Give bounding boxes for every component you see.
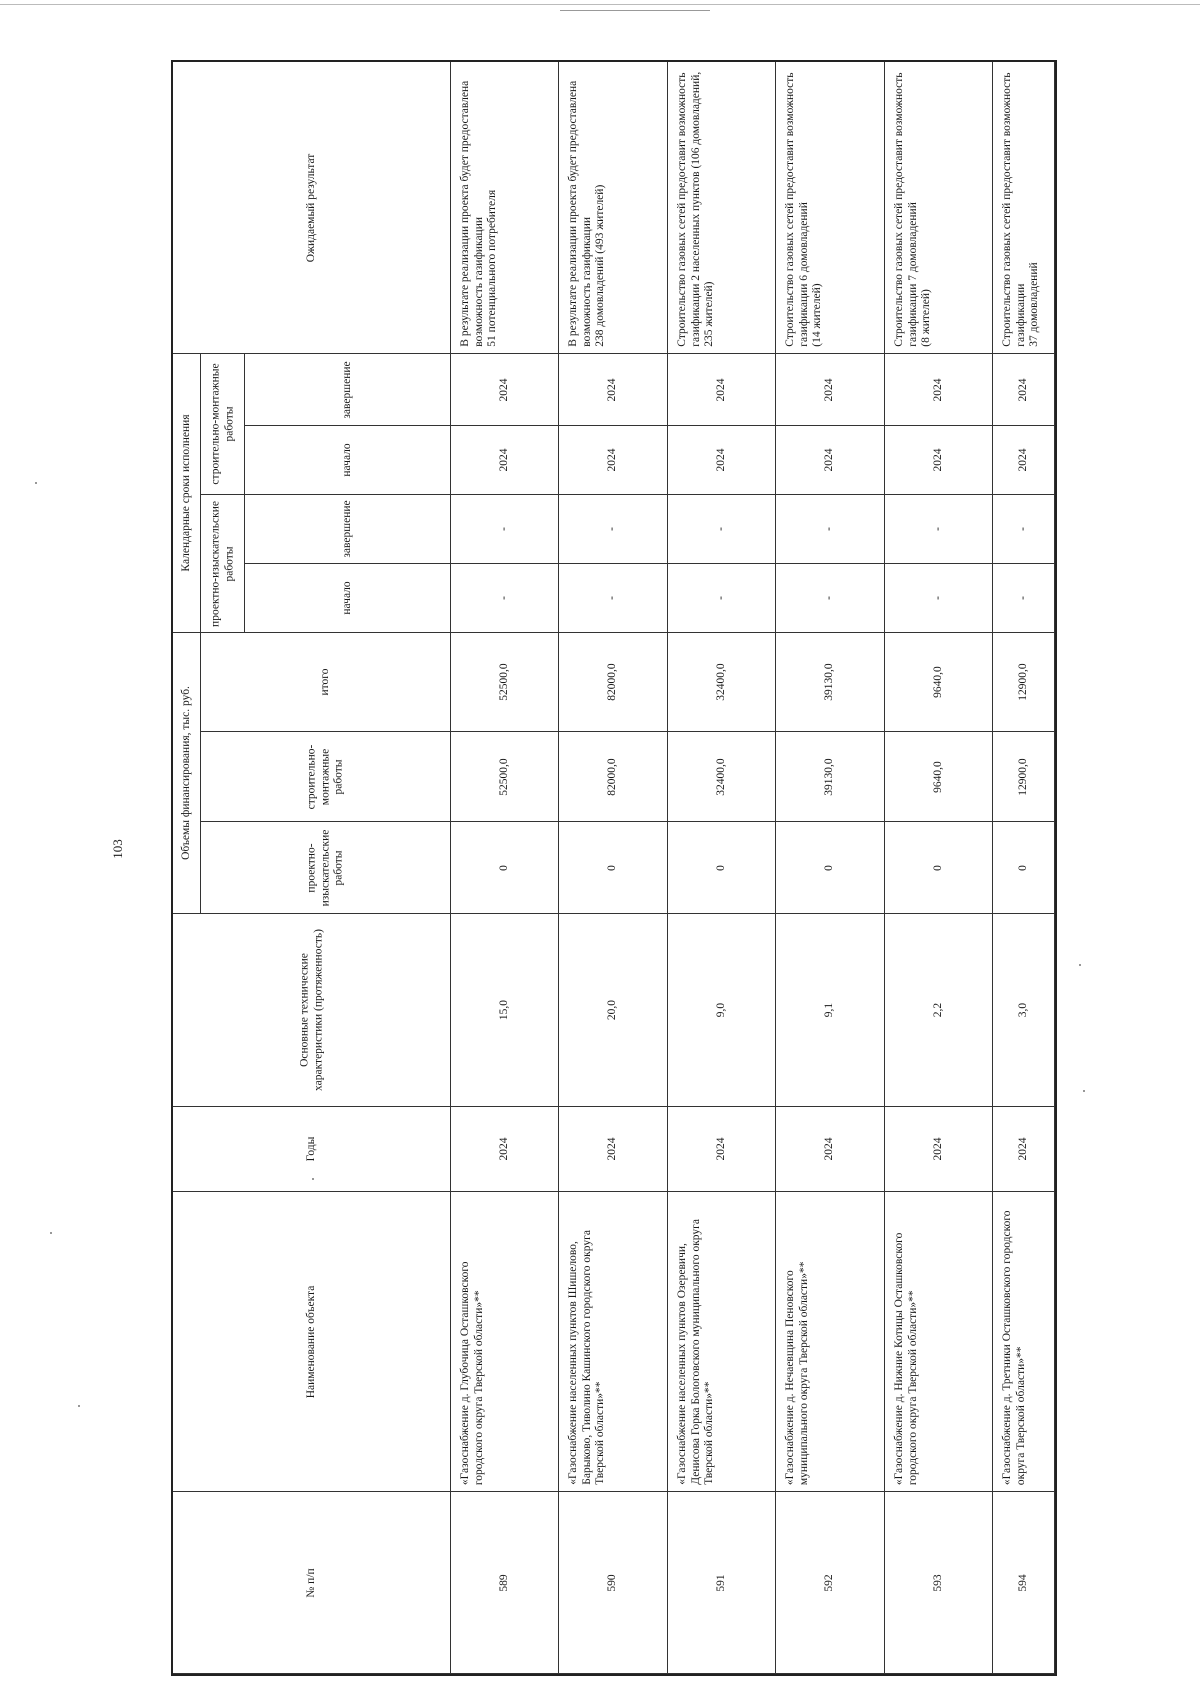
row-fin-construction (451, 732, 559, 822)
scan-dust (50, 1232, 52, 1234)
row-fin-design-text: 0 (823, 864, 836, 871)
row-total (668, 633, 776, 732)
row-design-start (993, 564, 1055, 633)
row-num (559, 1492, 668, 1674)
header-construction-works-label: строительно-монтажные работы (208, 363, 235, 485)
scan-dust (78, 1405, 80, 1407)
row-design-end-text: - (823, 527, 836, 531)
row-total (776, 633, 885, 732)
row-name (668, 1192, 776, 1492)
header-design-end (245, 495, 451, 564)
scan-dust (1079, 964, 1081, 966)
row-design-end (776, 495, 885, 564)
row-result (451, 62, 559, 354)
row-constr-end-text: 2024 (606, 378, 619, 401)
row-name (993, 1192, 1055, 1492)
row-num-text: 589 (497, 1573, 510, 1592)
row-num (776, 1492, 885, 1674)
row-constr-end-text: 2024 (1016, 378, 1029, 401)
header-constr-start-label: начало (340, 443, 353, 477)
row-spec-text: 9,1 (823, 1002, 836, 1018)
row-fin-construction-text: 52500,0 (497, 757, 510, 796)
row-constr-start (885, 426, 993, 495)
row-spec-text: 9,0 (714, 1002, 727, 1018)
row-constr-start (776, 426, 885, 495)
row-constr-end-text: 2024 (714, 378, 727, 401)
row-num (451, 1492, 559, 1674)
header-fin-design (201, 822, 451, 914)
row-year (451, 1107, 559, 1192)
header-construction-works (201, 354, 245, 495)
header-constr-end (245, 354, 451, 426)
row-spec-text: 3,0 (1016, 1002, 1029, 1018)
data-table (171, 60, 1057, 1676)
header-name (173, 1192, 451, 1492)
scan-dust (1083, 1090, 1085, 1092)
row-constr-start-text: 2024 (931, 448, 944, 472)
row-total-text: 12900,0 (1016, 663, 1029, 701)
header-deadlines (173, 354, 201, 633)
header-fin-total-label: итого (318, 668, 331, 696)
row-design-start-text: - (931, 596, 944, 600)
row-total (885, 633, 993, 732)
row-num-text: 592 (823, 1573, 836, 1592)
row-result-text: Строительство газовых сетей предоставит возможность газификации 37 домовладений (1001, 72, 1041, 347)
header-design-works (201, 495, 245, 633)
row-year (885, 1107, 993, 1192)
row-num-text: 591 (714, 1573, 727, 1592)
header-num (173, 1492, 451, 1674)
row-constr-end-text: 2024 (497, 378, 510, 401)
row-year-text: 2024 (497, 1137, 510, 1161)
row-spec (451, 914, 559, 1107)
header-design-end-label: завершение (340, 500, 353, 558)
row-fin-construction-text: 82000,0 (606, 757, 619, 796)
header-fin-design-label: проектно-изыскательские работы (305, 829, 345, 906)
row-fin-design (776, 822, 885, 914)
row-year-text: 2024 (714, 1137, 727, 1161)
row-num (885, 1492, 993, 1674)
header-result (173, 62, 451, 354)
row-design-start (776, 564, 885, 633)
row-fin-construction (559, 732, 668, 822)
row-total-text: 52500,0 (497, 663, 510, 701)
row-spec-text: 2,2 (931, 1002, 944, 1018)
header-fin-construction-label: строительно-монтажные работы (305, 744, 345, 809)
row-spec-text: 15,0 (497, 999, 510, 1021)
row-num-text: 590 (606, 1573, 619, 1592)
row-year-text: 2024 (931, 1137, 944, 1161)
row-name-text: «Газоснабжение д. Третники Осташковского городского округа Тверской области»** (1001, 1210, 1027, 1485)
header-financing-label: Объемы финансирования, тыс. руб. (179, 686, 192, 860)
row-num-text: 593 (931, 1573, 944, 1592)
row-total-text: 39130,0 (823, 663, 836, 701)
row-constr-start-text: 2024 (1016, 448, 1029, 472)
row-total (559, 633, 668, 732)
row-name (885, 1192, 993, 1492)
row-design-end-text: - (497, 527, 510, 531)
row-design-start (668, 564, 776, 633)
row-total-text: 32400,0 (714, 663, 727, 701)
header-fin-total (201, 633, 451, 732)
header-design-start-label: начало (340, 581, 353, 615)
row-design-end (993, 495, 1055, 564)
row-fin-construction-text: 12900,0 (1016, 757, 1029, 796)
row-num (668, 1492, 776, 1674)
row-year-text: 2024 (823, 1137, 836, 1161)
row-constr-end (559, 354, 668, 426)
row-constr-start (668, 426, 776, 495)
row-design-start (451, 564, 559, 633)
row-design-end-text: - (714, 527, 727, 531)
row-constr-end (885, 354, 993, 426)
row-spec (559, 914, 668, 1107)
row-fin-design-text: 0 (1016, 864, 1029, 871)
row-year-text: 2024 (1016, 1137, 1029, 1161)
row-name (559, 1192, 668, 1492)
row-constr-start (451, 426, 559, 495)
row-constr-start (559, 426, 668, 495)
row-constr-end-text: 2024 (823, 378, 836, 401)
header-design-start (245, 564, 451, 633)
row-constr-start-text: 2024 (497, 448, 510, 472)
row-design-end-text: - (606, 527, 619, 531)
row-constr-end-text: 2024 (931, 378, 944, 401)
row-constr-end (993, 354, 1055, 426)
row-name-text: «Газоснабжение д. Глубочица Осташковского городского округа Тверской области»** (459, 1261, 485, 1485)
header-design-works-label: проектно-изыскательские работы (208, 500, 235, 627)
row-design-start-text: - (714, 596, 727, 600)
row-fin-construction (885, 732, 993, 822)
row-design-end-text: - (1016, 527, 1029, 531)
row-spec (993, 914, 1055, 1107)
row-design-start-text: - (823, 596, 836, 600)
row-fin-construction (668, 732, 776, 822)
row-total (993, 633, 1055, 732)
row-year (776, 1107, 885, 1192)
row-num-text: 594 (1016, 1573, 1029, 1592)
header-deadlines-label: Календарные сроки исполнения (179, 414, 192, 572)
row-fin-construction-text: 32400,0 (714, 757, 727, 796)
row-spec (885, 914, 993, 1107)
row-design-end-text: - (931, 527, 944, 531)
row-constr-start-text: 2024 (823, 448, 836, 472)
row-total-text: 82000,0 (606, 663, 619, 701)
row-constr-start-text: 2024 (714, 448, 727, 472)
row-design-end (668, 495, 776, 564)
row-result-text: Строительство газовых сетей предоставит возможность газификации 7 домовладений (8 жителей) (893, 72, 933, 347)
row-fin-design-text: 0 (606, 864, 619, 871)
row-design-end (451, 495, 559, 564)
row-fin-construction (776, 732, 885, 822)
header-num-label: № п/п (304, 1567, 317, 1598)
scan-artifact-top (0, 4, 1200, 5)
scan-dust (312, 1178, 314, 1180)
row-result (885, 62, 993, 354)
row-year (993, 1107, 1055, 1192)
row-spec (668, 914, 776, 1107)
row-result-text: Строительство газовых сетей предоставит возможность газификации 6 домовладений (14 жителей) (784, 72, 824, 347)
row-year-text: 2024 (606, 1137, 619, 1161)
row-fin-design-text: 0 (497, 864, 510, 871)
row-name-text: «Газоснабжение д. Нечаевщина Пеновского муниципального округа Тверской области»** (784, 1261, 810, 1485)
header-result-label: Ожидаемый результат (304, 153, 317, 262)
row-constr-start-text: 2024 (606, 448, 619, 472)
row-design-start (885, 564, 993, 633)
row-design-end (885, 495, 993, 564)
row-design-start-text: - (606, 596, 619, 600)
row-fin-design (993, 822, 1055, 914)
row-design-start-text: - (497, 596, 510, 600)
row-result-text: Строительство газовых сетей предоставит возможность газификации 2 населенных пунктов (106 домовладений, 235 жителей) (676, 72, 716, 347)
row-fin-design-text: 0 (714, 864, 727, 871)
row-total-text: 9640,0 (931, 666, 944, 698)
row-name-text: «Газоснабжение населенных пунктов Шишелово, Барыково, Тиволино Кашинского городского округа Тверской области»** (567, 1230, 607, 1485)
row-fin-design (559, 822, 668, 914)
row-result (559, 62, 668, 354)
row-total (451, 633, 559, 732)
row-result-text: В результате реализации проекта будет предоставлена возможность газификации 51 потенциального потребителя (459, 81, 499, 347)
row-name-text: «Газоснабжение населенных пунктов Озеревичи, Денисова Горка Бологовского муниципального округа Тверской области»** (676, 1219, 716, 1485)
row-num (993, 1492, 1055, 1674)
header-fin-construction (201, 732, 451, 822)
row-name (776, 1192, 885, 1492)
scan-dust (35, 482, 37, 484)
row-constr-end (451, 354, 559, 426)
row-constr-end (668, 354, 776, 426)
row-result (993, 62, 1055, 354)
row-name (451, 1192, 559, 1492)
header-constr-end-label: завершение (340, 360, 353, 419)
row-fin-construction-text: 9640,0 (931, 760, 944, 793)
row-spec-text: 20,0 (606, 999, 619, 1021)
header-specs-label: Основные технические характеристики (протяженность) (297, 929, 324, 1091)
header-specs (173, 914, 451, 1107)
row-year (559, 1107, 668, 1192)
row-result (668, 62, 776, 354)
page-number: 103 (110, 839, 125, 859)
row-design-start (559, 564, 668, 633)
header-name-label: Наименование объекта (304, 1285, 317, 1398)
row-constr-end (776, 354, 885, 426)
row-fin-design (451, 822, 559, 914)
header-constr-start (245, 426, 451, 495)
row-year (668, 1107, 776, 1192)
header-years-label: Годы (304, 1136, 317, 1162)
row-result (776, 62, 885, 354)
row-fin-design-text: 0 (931, 864, 944, 871)
row-fin-construction-text: 39130,0 (823, 757, 836, 796)
scan-artifact-mark (560, 10, 710, 11)
row-fin-design (668, 822, 776, 914)
row-result-text: В результате реализации проекта будет предоставлена возможность газификации 238 домовладений (493 жителей) (567, 81, 607, 347)
row-spec (776, 914, 885, 1107)
row-name-text: «Газоснабжение д. Нижние Котицы Осташковского городского округа Тверской области»** (893, 1232, 919, 1485)
row-constr-start (993, 426, 1055, 495)
row-fin-construction (993, 732, 1055, 822)
row-design-start-text: - (1016, 596, 1029, 600)
row-design-end (559, 495, 668, 564)
row-fin-design (885, 822, 993, 914)
header-financing (173, 633, 201, 914)
